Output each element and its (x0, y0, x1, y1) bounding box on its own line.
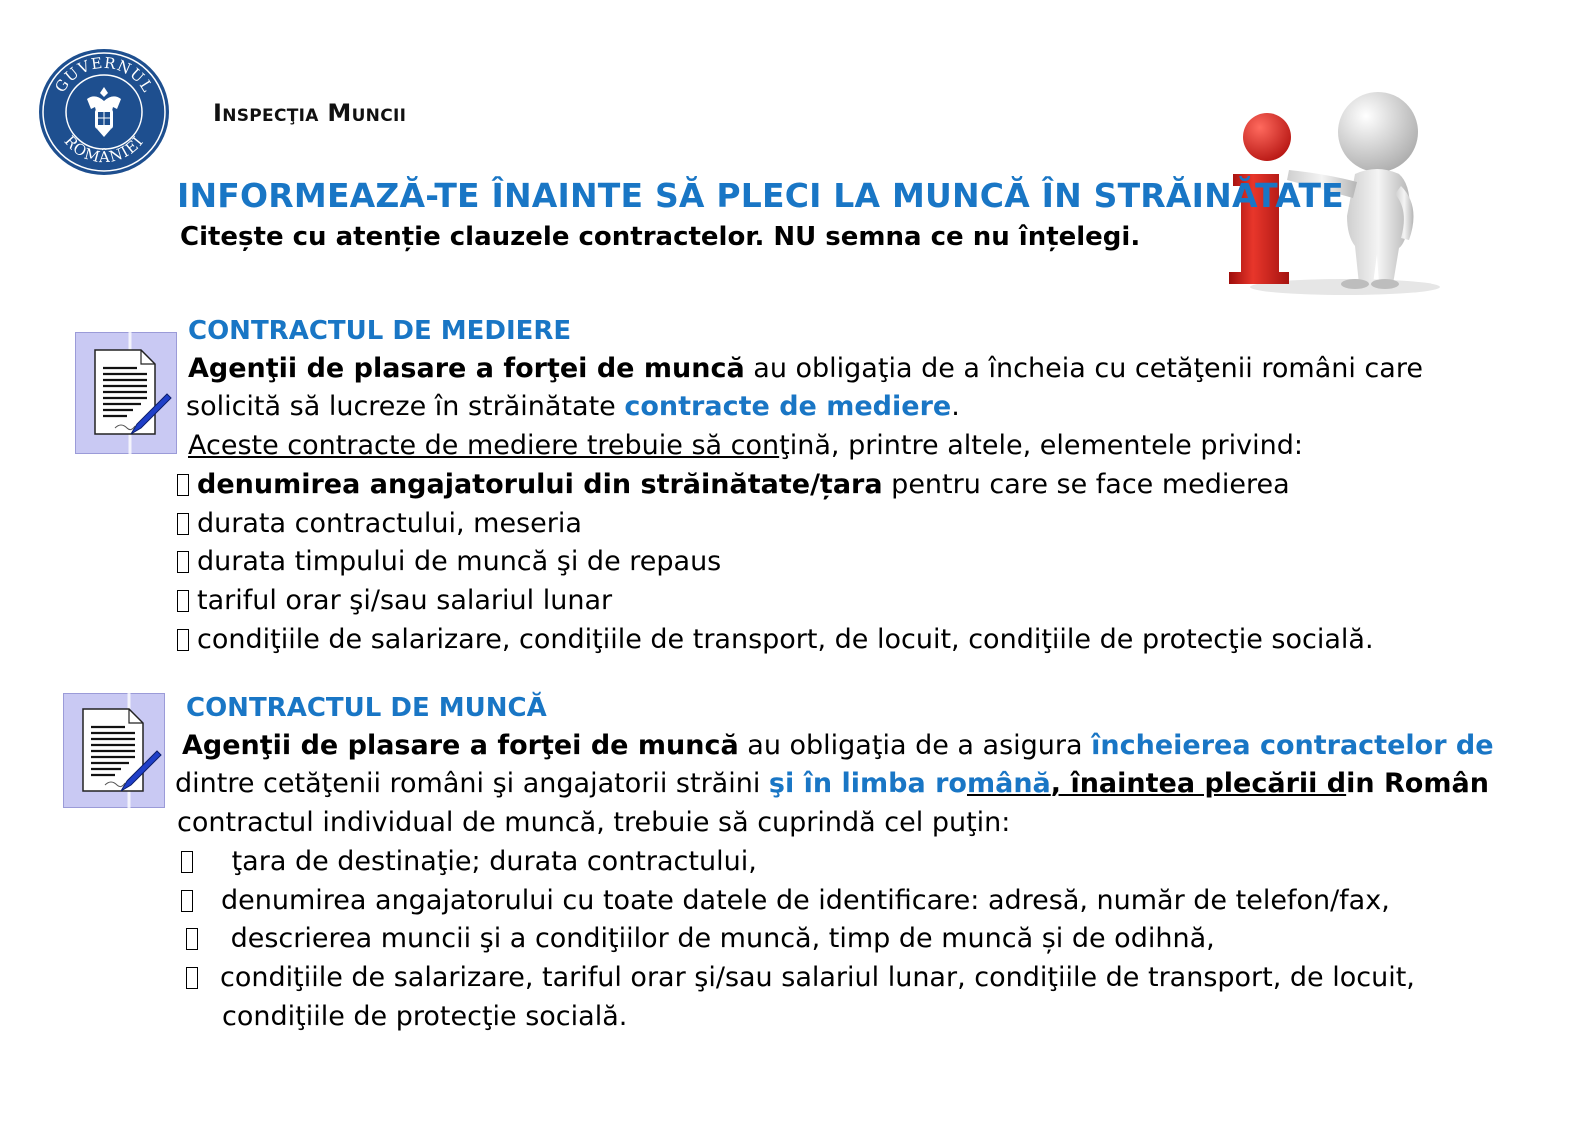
mediere-item5: condiţiile de salarizare, condiţiile de transport, de locuit, condiţiile de protecţie socială. (197, 624, 1374, 655)
bullet-box-icon (177, 474, 189, 496)
munca-item3: descrierea muncii şi a condiţiilor de muncă, timp de muncă și de odihnă, (222, 923, 1215, 954)
list-item (186, 923, 1215, 954)
mediere-obligation-text: au obligaţia de a încheia cu cetăţenii români care (744, 353, 1423, 384)
munca-bold-agents: Agenţii de plasare a forţei de muncă (182, 730, 739, 761)
page-headline: INFORMEAZĂ-TE ÎNAINTE SĂ PLECI LA MUNCĂ ÎN STRĂINĂTATE (177, 176, 1344, 215)
mediere-intro-underlined: Aceste contracte de mediere trebuie să con (188, 430, 780, 461)
list-item (181, 885, 1390, 916)
munca-item2: denumirea angajatorului cu toate datele de identificare: adresă, număr de telefon/fax, (221, 885, 1390, 916)
mediere-item1-rest: pentru care se face medierea (882, 469, 1290, 500)
list-item (181, 846, 757, 877)
list-item (177, 469, 1290, 500)
bullet-box-icon (177, 629, 189, 651)
institution-name: Inspecţia Muncii (213, 99, 407, 127)
section-title-mediere: CONTRACTUL DE MEDIERE (188, 316, 572, 346)
mediere-item2: durata contractului, meseria (197, 508, 582, 539)
seal-text-top: GUVERNUL (51, 53, 157, 96)
bullet-box-icon (181, 851, 193, 873)
munca-before-departure: , înaintea plecării d (1050, 768, 1347, 799)
section-title-munca: CONTRACTUL DE MUNCĂ (186, 693, 547, 723)
mediere-item1-bold: denumirea angajatorului din străinătate/țara (197, 469, 883, 500)
list-item (177, 585, 612, 616)
government-seal-icon (37, 47, 171, 177)
mediere-item3: durata timpului de muncă şi de repaus (197, 546, 722, 577)
bullet-box-icon (177, 513, 189, 535)
munca-item1: ţara de destinaţie; durata contractului, (223, 846, 757, 877)
munca-from-romania: in Român (1346, 768, 1489, 799)
mediere-paragraph-line1 (188, 353, 1423, 384)
list-item (177, 546, 721, 577)
mediere-line2-text: solicită să lucreze în străinătate (186, 391, 625, 422)
mediere-contracts-highlight: contracte de mediere (624, 391, 952, 422)
munca-contracts-highlight: încheierea contractelor de (1091, 730, 1494, 761)
list-item (177, 624, 1374, 655)
mediere-intro-rest: ţină, printre altele, elementele privind: (779, 430, 1303, 461)
mediere-item4: tariful orar şi/sau salariul lunar (197, 585, 613, 616)
mediere-intro (188, 430, 1303, 461)
bullet-box-icon (186, 928, 198, 950)
bullet-box-icon (181, 890, 193, 912)
mediere-line2-end: . (951, 391, 960, 422)
document-pen-icon (63, 693, 165, 808)
list-item (186, 962, 1415, 993)
mediere-bold-agents: Agenţii de plasare a forţei de muncă (188, 353, 745, 384)
munca-item4-line1: condiţiile de salarizare, tariful orar şi/sau salariul lunar, condiţiile de transport, de locuit, (220, 962, 1415, 993)
munca-romanian-underlined: mână (966, 768, 1051, 799)
document-pen-icon (75, 332, 177, 454)
mediere-paragraph-line2 (186, 391, 960, 422)
munca-item4-line2: condiţiile de protecţie socială. (222, 1001, 628, 1032)
munca-line2-text: dintre cetăţenii români şi angajatorii străini (175, 768, 769, 799)
munca-paragraph-line3: contractul individual de muncă, trebuie să cuprindă cel puţin: (177, 807, 1011, 838)
bullet-box-icon (177, 551, 189, 573)
bullet-box-icon (186, 967, 198, 989)
munca-obligation-text: au obligaţia de a asigura (738, 730, 1092, 761)
bullet-box-icon (177, 590, 189, 612)
munca-paragraph-line1 (182, 730, 1494, 761)
munca-paragraph-line2 (175, 768, 1489, 799)
list-item (177, 508, 582, 539)
munca-romanian-highlight: şi în limba ro (768, 768, 967, 799)
seal-text-bottom: ROMÂNIEI (60, 131, 148, 167)
page-subheadline: Citește cu atenție clauzele contractelor. NU semna ce nu înțelegi. (180, 222, 1141, 252)
